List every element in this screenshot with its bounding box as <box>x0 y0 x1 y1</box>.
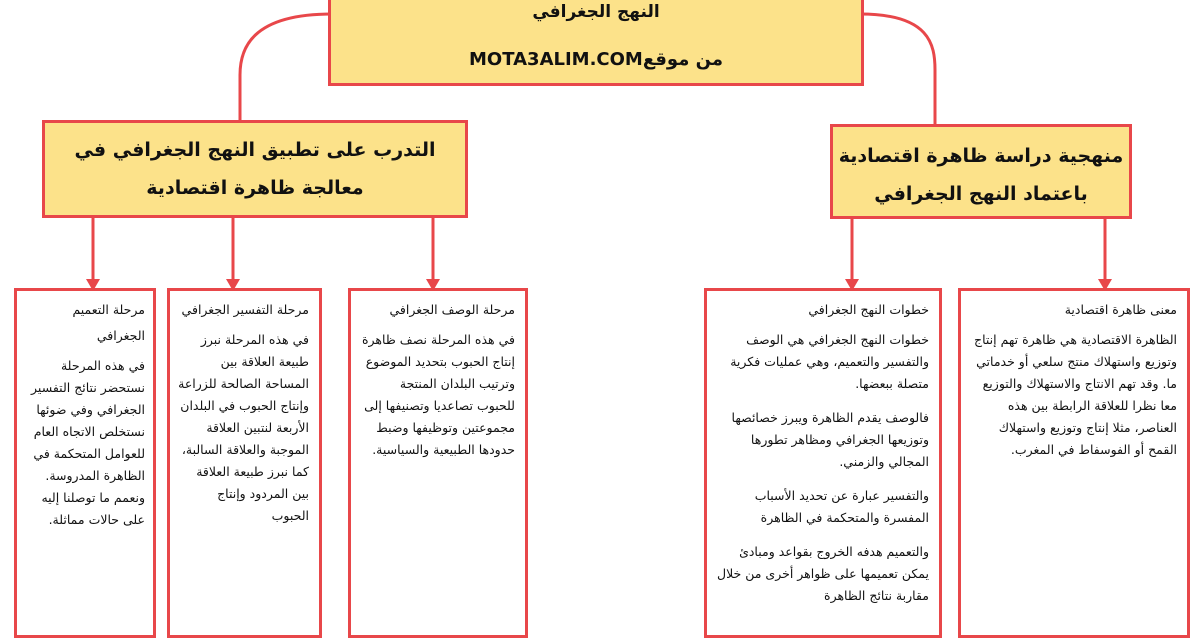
step-text-tamim: في هذه المرحلة نستحضر نتائج التفسير الجغرافي وفي ضوئها نستخلص الاتجاه العام للعوامل المتحكمة في الظاهرة المدروسة. ونعمم ما توصلنا إليه على حالات مماثلة. <box>31 358 145 527</box>
step-box-wasf <box>348 288 528 638</box>
connector-root-to-left <box>240 14 332 120</box>
branch-header-left-title: التدرب على تطبيق النهج الجغرافي في معالجة ظاهرة اقتصادية <box>74 139 436 199</box>
branch-header-right-title: منهجية دراسة ظاهرة اقتصادية باعتماد النهج الجغرافي <box>838 145 1124 205</box>
info-text-steps-4: والتعميم هدفه الخروج بقواعد ومبادئ يمكن تعميمها على ظواهر أخرى من خلال مقاربة نتائج الظاهرة <box>716 544 929 603</box>
step-box-tafsir <box>167 288 322 638</box>
info-title-steps: خطوات النهج الجغرافي <box>808 302 929 317</box>
info-box-steps <box>704 288 942 638</box>
branch-header-right <box>830 124 1132 219</box>
root-node <box>328 0 864 86</box>
branch-header-left <box>42 120 468 218</box>
info-text-steps-1: خطوات النهج الجغرافي هي الوصف والتفسير والتعميم، وهي عمليات فكرية متصلة ببعضها. <box>730 332 929 391</box>
step-text-tafsir: في هذه المرحلة نبرز طبيعة العلاقة بين المساحة الصالحة للزراعة وإنتاج الحبوب في البلدان الأربعة لنتبين العلاقة الموجبة والعلاقة السالبة، كما نبرز طبيعة العلاقة بين المردود وإنتاج الحبوب <box>178 332 309 523</box>
connector-root-to-right <box>860 14 935 124</box>
info-box-meaning <box>958 288 1190 638</box>
step-title-wasf: مرحلة الوصف الجغرافي <box>389 302 515 317</box>
info-text-steps-2: فالوصف يقدم الظاهرة ويبرز خصائصها وتوزيعها الجغرافي ومظاهر تطورها المجالي والزمني. <box>731 410 929 469</box>
info-text-steps-3: والتفسير عبارة عن تحديد الأسباب المفسرة والمتحكمة في الظاهرة <box>754 488 929 525</box>
info-text-meaning: الظاهرة الاقتصادية هي ظاهرة تهم إنتاج وتوزيع واستهلاك منتج سلعي أو خدماتي ما. وقد تهم الانتاج والاستهلاك والتوزيع معا نظرا للعلاقة الرابطة بين هذه العناصر، مثلا إنتاج وتوزيع واستهلاك القمح أو الفوسفاط في المغرب. <box>974 332 1177 457</box>
info-title-meaning: معنى ظاهرة اقتصادية <box>1064 302 1177 317</box>
step-box-tamim <box>14 288 156 638</box>
step-title-tamim: مرحلة التعميم الجغرافي <box>72 302 145 343</box>
root-source-line: من موقعMOTA3ALIM.COM <box>469 49 723 70</box>
step-text-wasf: في هذه المرحلة نصف ظاهرة إنتاج الحبوب بتحديد الموضوع وترتيب البلدان المنتجة للحبوب تصاعديا وتصنيفها إلى مجموعتين وتوظيفها وضبط حدودها الطبيعية والسياسية. <box>361 332 515 457</box>
step-title-tafsir: مرحلة التفسير الجغرافي <box>181 302 309 317</box>
root-title: النهج الجغرافي <box>532 2 660 22</box>
